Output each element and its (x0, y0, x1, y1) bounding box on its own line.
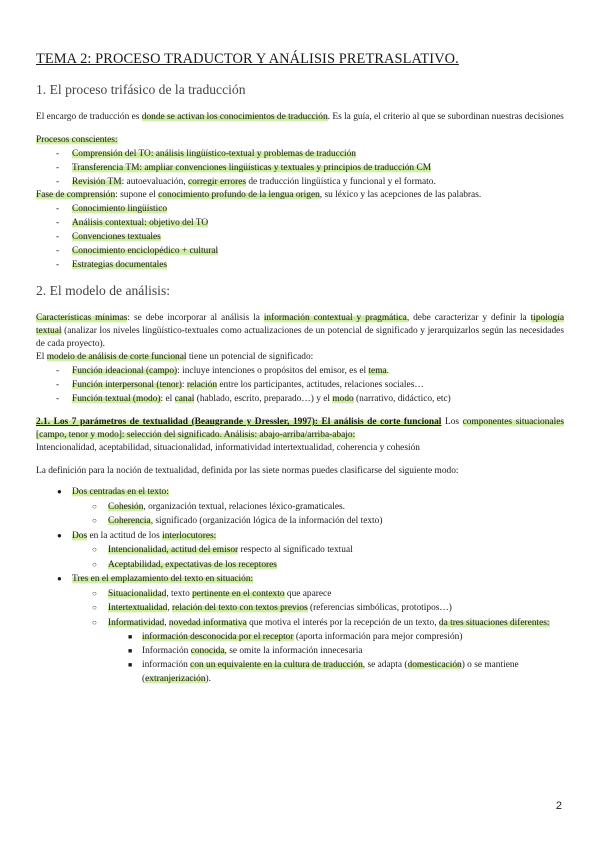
section-1-heading: 1. El proceso trifásico de la traducción (36, 82, 246, 97)
list-item: ○ Informatividad, novedad informativa que motiva el interés por la recepción de un texto, da tres situaciones diferentes: ■ información desconocida por el receptor (aporta información para mejor compresión) ■ Información conocida, se omite la información innecesaria ■ información con un equivalente en la cultura de traducción, se adapta (domesticación) o se mantiene (extranjerización). (72, 616, 564, 687)
list-item: - Comprensión del TO: análisis lingüístico-textual y problemas de traducción (36, 147, 564, 161)
intro-paragraph: El encargo de traducción es donde se activan los conocimientos de traducción. Es la guía, el criterio al que se subordinan nuestras decisiones (36, 112, 564, 122)
page-title: TEMA 2: PROCESO TRADUCTOR Y ANÁLISIS PRETRASLATIVO. (36, 51, 459, 67)
list-item: ○ Cohesión, organización textual, relaciones léxico-gramaticales. (72, 500, 564, 515)
definition-paragraph: La definición para la noción de textualidad, definida por las siete normas puedes clasificarse del siguiente modo: (36, 466, 459, 476)
list-item: - Convenciones textuales (36, 230, 564, 244)
group-item: ● Dos centradas en el texto: ○ Cohesión, organización textual, relaciones léxico-gramaticales. ○ Coherencia, significado (organización lógica de la información del texto) (36, 485, 564, 529)
circle-bullet-icon: ○ (92, 545, 97, 554)
functions-list (36, 364, 564, 406)
comprehension-phase: Fase de comprensión: supone el conocimiento profundo de la lengua origen, su léxico y las acepciones de las palabras. (36, 190, 482, 200)
section-2-heading: 2. El modelo de análisis: (36, 283, 171, 298)
circle-bullet-icon: ○ (92, 501, 97, 511)
list-item: - Transferencia TM: ampliar convenciones lingüísticas y textuales y principios de traducción CM (36, 161, 564, 175)
list-item: ○ Intertextualidad, relación del texto con textos previos (referencias simbólicas, prototipos…) (72, 601, 564, 616)
circle-bullet-icon: ○ (92, 603, 97, 612)
subsection-2-1: 2.1. Los 7 parámetros de textualidad (Beaugrande y Dressler, 1997): El análisis de corte funcional Los componentes situacionales [campo, tenor y modo]: selección del significado. Análisis: abajo-arriba/arriba-abajo: (36, 417, 565, 440)
page-number: 2 (555, 800, 562, 812)
list-item: ○ Intencionalidad, actitud del emisor respecto al significado textual (72, 543, 564, 558)
bullet-icon: ● (57, 530, 62, 540)
list-item: ○ Situacionalidad, texto pertinente en el contexto que aparece (72, 587, 564, 602)
circle-bullet-icon: ○ (92, 516, 97, 525)
square-bullet-icon: ■ (128, 633, 133, 641)
minimum-characteristics-paragraph: Características mínimas: se debe incorporar al análisis la información contextual y pragmática, debe caracterizar y definir la tipología textual (analizar los niveles lingüístico-textuales como actualizaciones de un potencial de significado y jerarquizarlos según las necesidades de cada proyecto). (36, 313, 564, 349)
list-item: - Estrategias documentales (36, 258, 564, 272)
textuality-groups (36, 485, 564, 686)
conscious-processes-label: Procesos conscientes: (36, 135, 118, 145)
list-item: ■ información con un equivalente en la cultura de traducción, se adapta (domesticación) o se mantiene (extranjerización). (128, 660, 519, 684)
circle-bullet-icon: ○ (92, 588, 97, 598)
list-item: - Revisión TM: autoevaluación, corregir errores de traducción lingüística y funcional y el formato. (36, 175, 564, 189)
list-item: - Función textual (modo): el canal (hablado, escrito, preparado…) y el modo (narrativo, didáctico, etc) (36, 392, 564, 406)
functional-model-paragraph: El modelo de análisis de corte funcional tiene un potencial de significado: (36, 352, 314, 362)
list-item: - Función ideacional (campo): incluye intenciones o propósitos del emisor, es el tema. (36, 364, 564, 378)
square-bullet-icon: ■ (128, 661, 133, 669)
group-item: ● Tres en el emplazamiento del texto en situación: ○ Situacionalidad, texto pertinente en el contexto que aparece ○ Intertextualidad, relación del texto con textos previos (referencias simbólicas, prototipos…) ○ Informatividad, novedad informativa que motiva el interés por la recepción de un texto, da tres situaciones diferentes: ■ información desconocida por el receptor (aporta información para mejor compresión) ■ Información conocida, se omite la información innecesaria ■ información con un equivalente en la cultura de traducción, se adapta (domesticación) o se mantiene (extranjerización). (36, 572, 564, 686)
subsection-2-1-heading: 2.1. Los 7 parámetros de textualidad (Beaugrande y Dressler, 1997): El análisis de corte funcional (36, 417, 442, 427)
list-item: ■ Información conocida, se omite la información innecesaria (128, 646, 363, 656)
circle-bullet-icon: ○ (92, 559, 97, 569)
list-item: - Análisis contextual: objetivo del TO (36, 216, 564, 230)
textuality-parameters-line: Intencionalidad, aceptabilidad, situacionalidad, informatividad intertextualidad, coherencia y cohesión (36, 443, 420, 453)
conscious-processes-list (36, 147, 564, 189)
list-item: ■ información desconocida por el receptor (aporta información para mejor compresión) (128, 632, 463, 642)
circle-bullet-icon: ○ (92, 617, 97, 627)
list-item: - Conocimiento enciclopédico + cultural (36, 244, 564, 258)
list-item: - Función interpersonal (tenor): relación entre los participantes, actitudes, relaciones sociales… (36, 378, 564, 392)
list-item: - Conocimiento lingüístico (36, 202, 564, 216)
bullet-icon: ● (57, 574, 62, 583)
group-item: ● Dos en la actitud de los interlocutores: ○ Intencionalidad, actitud del emisor respecto al significado textual ○ Aceptabilidad, expectativas de los receptores (36, 529, 564, 573)
bullet-icon: ● (57, 487, 62, 496)
comprehension-list (36, 202, 564, 272)
list-item: ○ Coherencia, significado (organización lógica de la información del texto) (72, 514, 564, 529)
document-page (36, 50, 564, 686)
list-item: ○ Aceptabilidad, expectativas de los receptores (72, 558, 564, 573)
square-bullet-icon: ■ (128, 647, 133, 655)
